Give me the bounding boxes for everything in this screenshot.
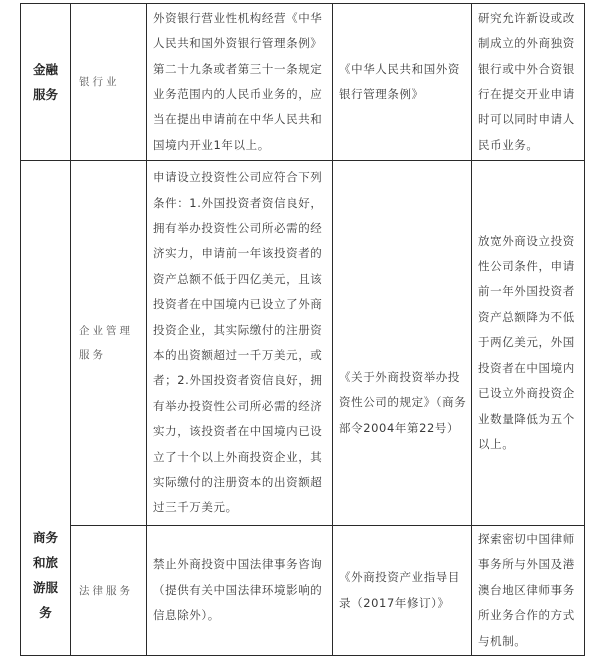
measure-cell: 放宽外商设立投资性公司条件，申请前一年外国投资者资产总额降为不低于两亿美元，外国投资者在中国境内已设立外商投资企业数量降低为五个以上。 (472, 161, 585, 526)
regulation-cell: 《关于外商投资举办投资性公司的规定》（商务部令2004年第22号） (333, 161, 472, 526)
category-line: 商务 (32, 530, 58, 545)
policy-table (20, 3, 585, 656)
sector-cell-banking: 银行业 (71, 4, 147, 161)
restriction-cell: 申请设立投资性公司应符合下列条件：1.外国投资者资信良好，拥有举办投资性公司所必需的经济实力，申请前一年该投资者的资产总额不低于四亿美元，且该投资者在中国境内已设立了外商投资企业，其实际缴付的注册资本的出资额超过一千万美元，或者；2.外国投资者资信良好，拥有举办投资性公司所必需的经济实力，该投资者在中国境内已设立了十个以上外商投资企业，其实际缴付的注册资本的出资额超过三千万美元。 (147, 161, 333, 526)
sector-cell-enterprise-management: 企业管理服务 (71, 161, 147, 526)
table-row-legal-services (21, 526, 585, 656)
category-line: 服务 (32, 87, 58, 102)
table-row-enterprise-management (21, 161, 585, 526)
category-cell-finance (21, 4, 71, 161)
restriction-cell: 禁止外商投资中国法律事务咨询（提供有关中国法律环境影响的信息除外）。 (147, 526, 333, 656)
category-cell-business-tourism (21, 161, 71, 656)
category-line: 游服 (32, 580, 58, 595)
sector-cell-legal-services: 法律服务 (71, 526, 147, 656)
category-line: 务 (39, 605, 52, 620)
table-row-banking (21, 4, 585, 161)
measure-cell: 研究允许新设或改制成立的外商独资银行或中外合资银行在提交开业申请时可以同时申请人民币业务。 (472, 4, 585, 161)
category-line: 金融 (32, 62, 58, 77)
category-line: 和旅 (32, 555, 58, 570)
measure-cell: 探索密切中国律师事务所与外国及港澳台地区律师事务所业务合作的方式与机制。 (472, 526, 585, 656)
regulation-cell: 《中华人民共和国外资银行管理条例》 (333, 4, 472, 161)
regulation-cell: 《外商投资产业指导目录（2017年修订）》 (333, 526, 472, 656)
restriction-cell: 外资银行营业性机构经营《中华人民共和国外资银行管理条例》第二十九条或者第三十一条规定业务范围内的人民币业务的，应当在提出申请前在中华人民共和国境内开业1年以上。 (147, 4, 333, 161)
